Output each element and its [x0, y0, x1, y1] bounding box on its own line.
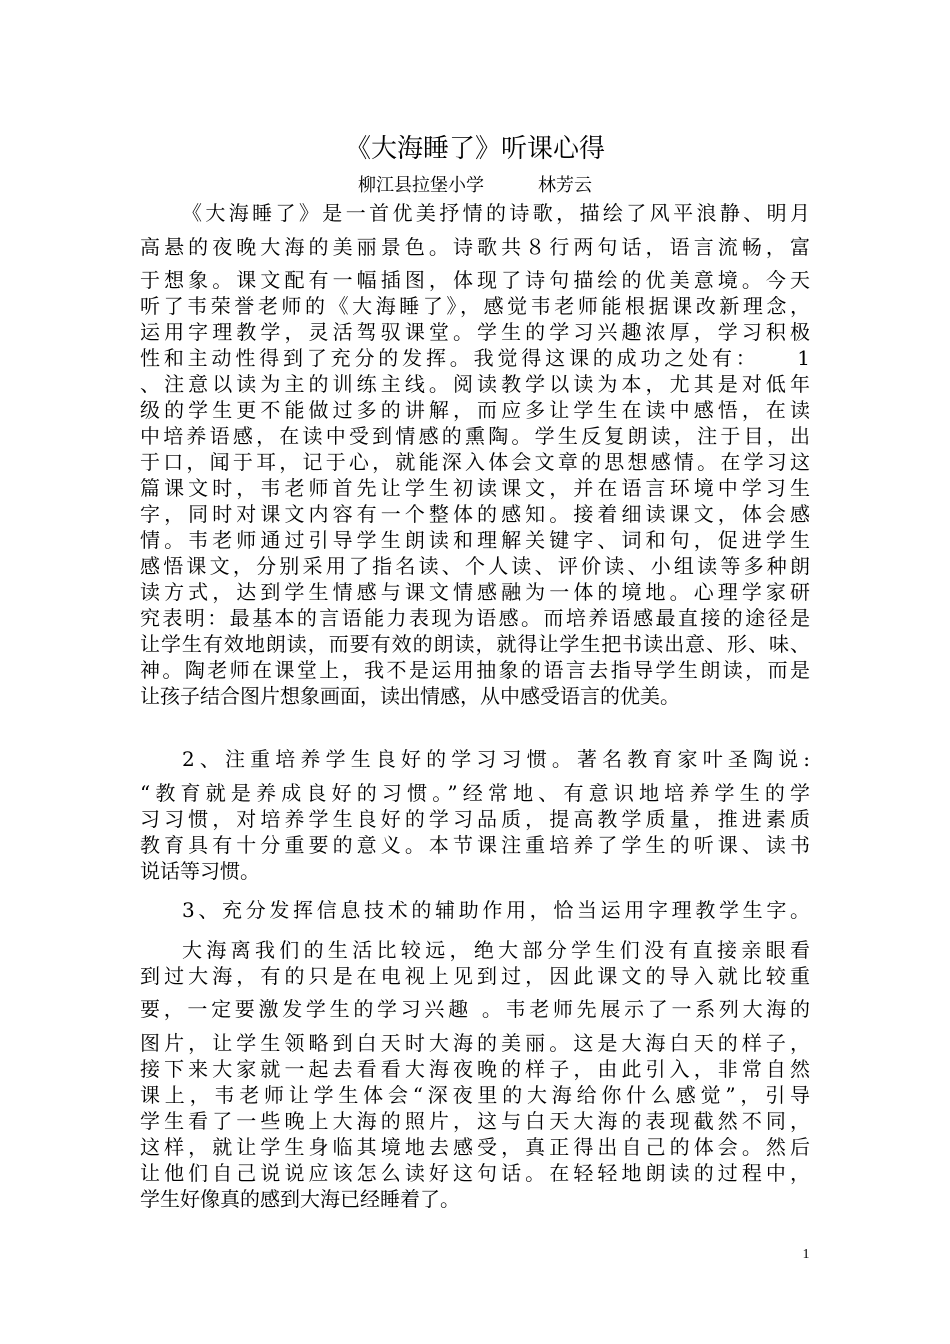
- paragraph-line: 这样，就让学生身临其境地去感受，真正得出自己的体会。然后: [140, 1135, 810, 1159]
- paragraph-line: 、注意以读为主的训练主线。阅读教学以读为本，尤其是对低年: [140, 372, 810, 396]
- paragraph-line: 学生好像真的感到大海已经睡着了。: [140, 1187, 460, 1211]
- paragraph-line: 要，一定要激发学生的学习兴趣 。韦老师先展示了一系列大海的: [140, 997, 810, 1021]
- paragraph-line: 高悬的夜晚大海的美丽景色。诗歌共８行两句话，语言流畅，富: [140, 235, 810, 259]
- paragraph-line: 《大海睡了》是一首优美抒情的诗歌，描绘了风平浪静、明月: [182, 201, 810, 225]
- paragraph-line: 教育具有十分重要的意义。本节课注重培养了学生的听课、读书: [140, 833, 810, 857]
- paragraph-line: 感悟课文，分别采用了指名读、个人读、评价读、小组读等多种朗: [140, 554, 810, 578]
- paragraph-line: 让孩子结合图片想象画面，读出情感，从中感受语言的优美。: [140, 684, 680, 708]
- paragraph-line: 字，同时对课文内容有一个整体的感知。接着细读课文，体会感: [140, 502, 810, 526]
- document-title: 《大海睡了》听课心得: [344, 134, 605, 164]
- paragraph-line: 到过大海，有的只是在电视上见到过，因此课文的导入就比较重: [140, 964, 810, 988]
- paragraph-line: 学生看了一些晚上大海的照片，这与白天大海的表现截然不同，: [140, 1109, 810, 1133]
- paragraph-line: 接下来大家就一起去看看大海夜晚的样子，由此引入，非常自然: [140, 1057, 810, 1081]
- author-byline: 柳江县拉堡小学 林芳云: [358, 175, 592, 196]
- paragraph-line: 读方式，达到学生情感与课文情感融为一体的境地。心理学家研: [140, 580, 810, 604]
- paragraph-line: 于想象。课文配有一幅插图，体现了诗句描绘的优美意境。今天: [140, 268, 810, 292]
- paragraph-line: 神。陶老师在课堂上，我不是运用抽象的语言去指导学生朗读，而是: [140, 658, 810, 682]
- paragraph-line: 课上，韦老师让学生体会“深夜里的大海给你什么感觉”，引导: [140, 1083, 810, 1107]
- paragraph-line: 让他们自己说说应该怎么读好这句话。在轻轻地朗读的过程中，: [140, 1161, 810, 1185]
- paragraph-line: 级的学生更不能做过多的讲解，而应多让学生在读中感悟，在读: [140, 398, 810, 422]
- paragraph-line: 图片，让学生领略到白天时大海的美丽。这是大海白天的样子，: [140, 1031, 810, 1055]
- paragraph-line: 说话等习惯。: [140, 859, 260, 883]
- paragraph-line: 篇课文时，韦老师首先让学生初读课文，并在语言环境中学习生: [140, 476, 810, 500]
- paragraph-line: 于口，闻于耳，记于心，就能深入体会文章的思想感情。在学习这: [140, 450, 810, 474]
- paragraph-line: 运用字理教学，灵活驾驭课堂。学生的学习兴趣浓厚，学习积极: [140, 320, 810, 344]
- paragraph-line: 让学生有效地朗读，而要有效的朗读，就得让学生把书读出意、形、味、: [140, 632, 810, 656]
- paragraph-line: 3、充分发挥信息技术的辅助作用，恰当运用字理教学生字。: [182, 898, 810, 922]
- paragraph-line: “教育就是养成良好的习惯。”经常地、有意识地培养学生的学: [140, 781, 810, 805]
- paragraph-line: 中培养语感，在读中受到情感的熏陶。学生反复朗读，注于目，出: [140, 424, 810, 448]
- page-number: 1: [802, 1247, 810, 1262]
- paragraph-line: 究表明：最基本的言语能力表现为语感。而培养语感最直接的途径是: [140, 606, 810, 630]
- paragraph-line: 2、注重培养学生良好的学习习惯。著名教育家叶圣陶说:: [182, 747, 810, 771]
- paragraph-line: 性和主动性得到了充分的发挥。我觉得这课的成功之处有： 1: [140, 346, 810, 370]
- paragraph-line: 听了韦荣誉老师的《大海睡了》，感觉韦老师能根据课改新理念，: [140, 294, 810, 318]
- paragraph-line: 习习惯，对培养学生良好的学习品质，提高教学质量，推进素质: [140, 807, 810, 831]
- paragraph-line: 情。韦老师通过引导学生朗读和理解关键字、词和句，促进学生: [140, 528, 810, 552]
- paragraph-line: 大海离我们的生活比较远，绝大部分学生们没有直接亲眼看: [182, 938, 810, 962]
